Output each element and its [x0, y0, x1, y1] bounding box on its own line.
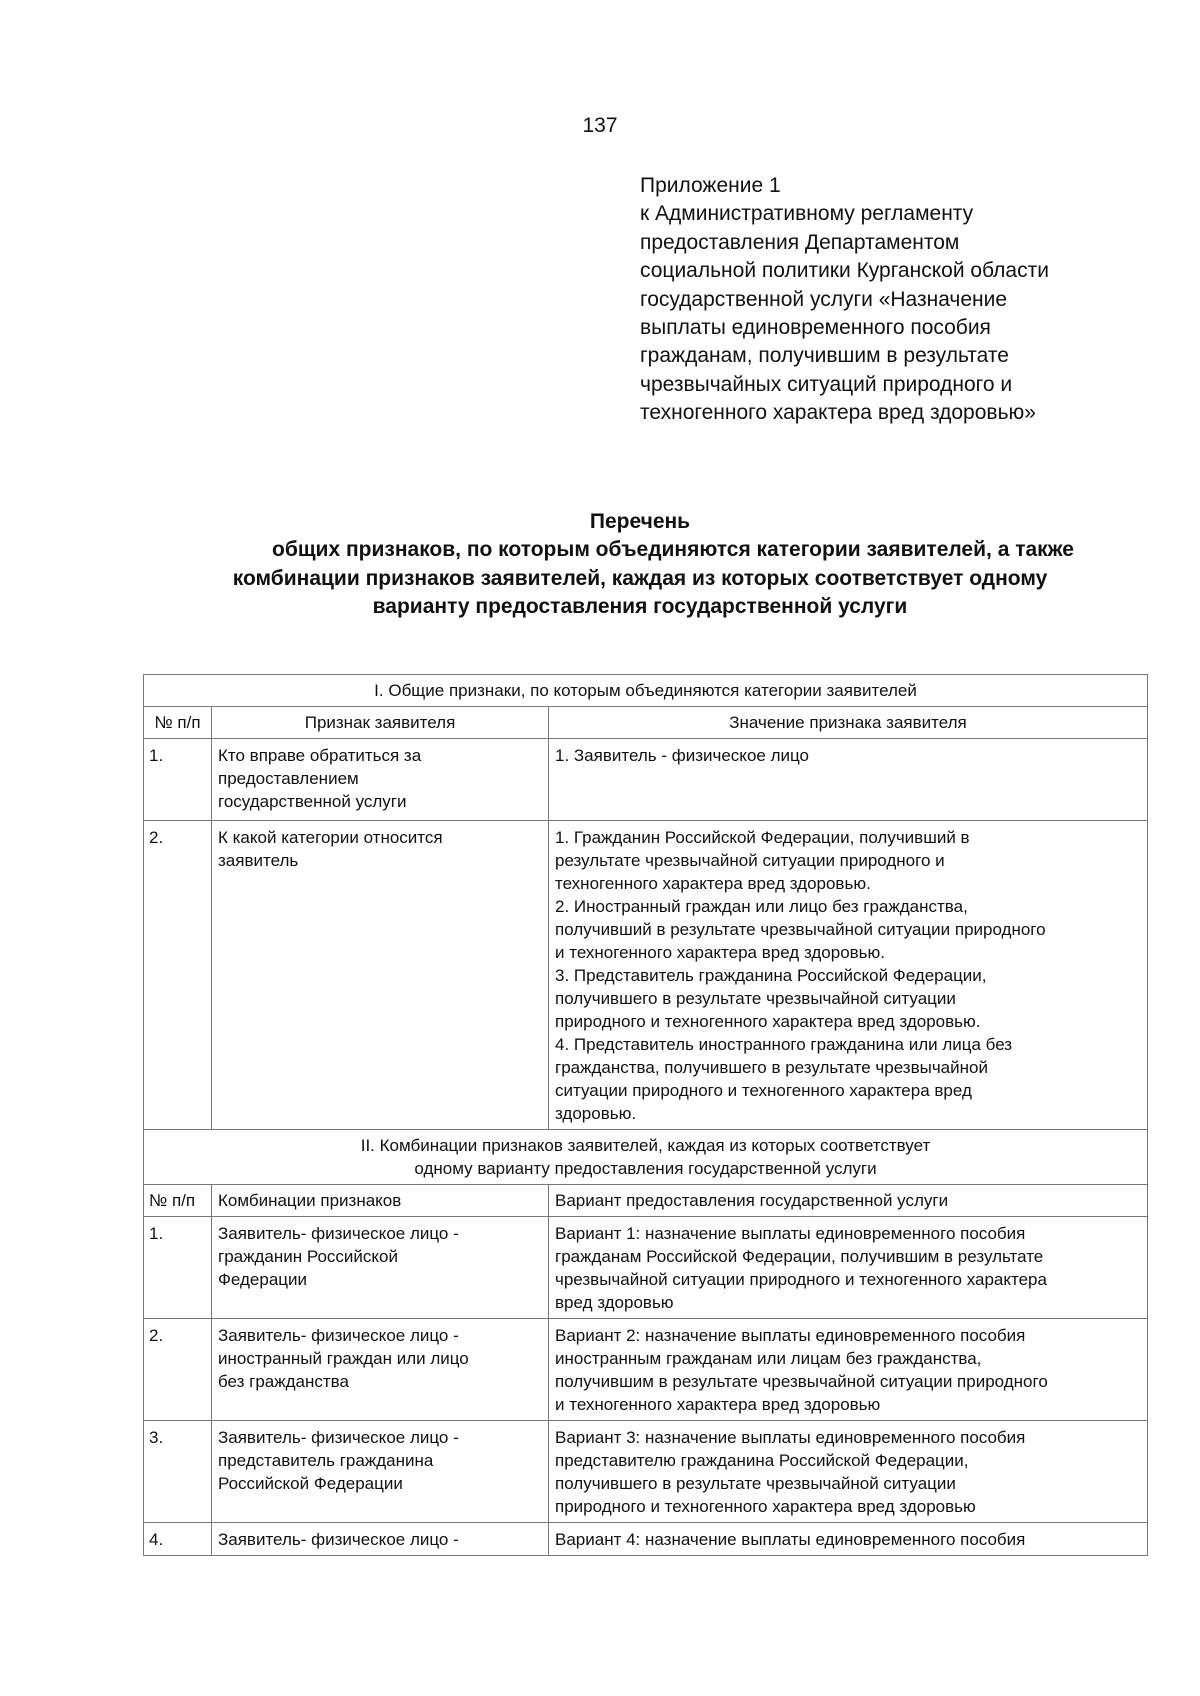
cell-line: Заявитель- физическое лицо - — [218, 1530, 459, 1549]
cell-line: Заявитель- физическое лицо - — [218, 1326, 459, 1345]
variant-cell — [549, 1523, 1148, 1556]
cell-line: природного и техногенного характера вред здоровью. — [555, 1012, 981, 1031]
col-header-sign: Признак заявителя — [212, 707, 549, 739]
cell-line: и техногенного характера вред здоровью. — [555, 943, 886, 962]
cell-line: 1. Гражданин Российской Федерации, получивший в — [555, 828, 970, 847]
combo-cell — [212, 1523, 549, 1556]
cell-line: Российской Федерации — [218, 1474, 403, 1493]
cell-line: получившего в результате чрезвычайной ситуации — [555, 1474, 956, 1493]
row-number: 1. — [144, 1217, 212, 1319]
cell-line: 3. Представитель гражданина Российской Федерации, — [555, 966, 987, 985]
cell-line: получившим в результате чрезвычайной ситуации природного — [555, 1372, 1048, 1391]
table-row — [144, 821, 1148, 1130]
cell-line: природного и техногенного характера вред здоровью — [555, 1497, 976, 1516]
cell-line: 4. Представитель иностранного гражданина или лица без — [555, 1035, 1013, 1054]
cell-line: Вариант 4: назначение выплаты единовременного пособия — [555, 1530, 1026, 1549]
cell-line: гражданам Российской Федерации, получившим в результате — [555, 1247, 1044, 1266]
document-title — [130, 508, 1150, 622]
combo-cell — [212, 1319, 549, 1421]
combo-cell — [212, 1421, 549, 1523]
appendix-block — [640, 172, 1160, 428]
cell-line: Заявитель- физическое лицо - — [218, 1224, 459, 1243]
cell-line: техногенного характера вред здоровью. — [555, 874, 871, 893]
cell-line: Вариант 3: назначение выплаты единовременного пособия — [555, 1428, 1026, 1447]
appendix-line: техногенного характера вред здоровью» — [640, 401, 1036, 425]
cell-line: Федерации — [218, 1270, 308, 1289]
cell-line: 1. Заявитель - физическое лицо — [555, 746, 809, 765]
sign-cell — [212, 821, 549, 1130]
row-number: 2. — [144, 821, 212, 1130]
cell-line: К какой категории относится — [218, 828, 443, 847]
value-cell — [549, 821, 1148, 1130]
cell-line: Вариант 1: назначение выплаты единовременного пособия — [555, 1224, 1026, 1243]
cell-line: государственной услуги — [218, 792, 407, 811]
cell-line: 2. Иностранный граждан или лицо без гражданства, — [555, 897, 968, 916]
appendix-line: гражданам, получившим в результате — [640, 344, 1009, 368]
combo-cell — [212, 1217, 549, 1319]
cell-line: чрезвычайной ситуации природного и техногенного характера — [555, 1270, 1047, 1289]
appendix-line: Приложение 1 — [640, 174, 781, 197]
appendix-line: выплаты единовременного пособия — [640, 316, 991, 340]
cell-line: Вариант 2: назначение выплаты единовременного пособия — [555, 1326, 1026, 1345]
title-line: общих признаков, по которым объединяются категории заявителей, а также — [272, 538, 1074, 562]
col-header-value: Значение признака заявителя — [549, 707, 1148, 739]
cell-line: Заявитель- физическое лицо - — [218, 1428, 459, 1447]
variant-cell — [549, 1421, 1148, 1523]
table-row — [144, 739, 1148, 821]
col-header-combo: Комбинации признаков — [212, 1185, 549, 1217]
cell-line: и техногенного характера вред здоровью — [555, 1395, 881, 1414]
column-header-row — [144, 1185, 1148, 1217]
table-row — [144, 1217, 1148, 1319]
cell-line: представитель гражданина — [218, 1451, 434, 1470]
variant-cell — [549, 1217, 1148, 1319]
cell-line: без гражданства — [218, 1372, 349, 1391]
table-row — [144, 1421, 1148, 1523]
cell-line: заявитель — [218, 851, 299, 870]
cell-line: гражданства, получившего в результате чрезвычайной — [555, 1058, 988, 1077]
page-number: 137 — [582, 114, 618, 137]
variant-cell — [549, 1319, 1148, 1421]
cell-line: предоставлением — [218, 769, 359, 788]
appendix-line: чрезвычайных ситуаций природного и — [640, 372, 1013, 396]
cell-line: получивший в результате чрезвычайной ситуации природного — [555, 920, 1046, 939]
sign-cell — [212, 739, 549, 821]
title-line: комбинации признаков заявителей, каждая из которых соответствует одному — [232, 566, 1048, 590]
section2-header — [144, 1130, 1148, 1185]
cell-line: гражданин Российской — [218, 1247, 398, 1266]
cell-line: ситуации природного и техногенного характера вред — [555, 1081, 972, 1100]
table-row — [144, 1319, 1148, 1421]
table-row — [144, 1523, 1148, 1556]
title-line: варианту предоставления государственной услуги — [372, 595, 908, 619]
section-header-row — [144, 675, 1148, 707]
col-header-variant: Вариант предоставления государственной услуги — [549, 1185, 1148, 1217]
appendix-line: к Административному регламенту — [640, 202, 974, 226]
cell-line: иностранным гражданам или лицам без гражданства, — [555, 1349, 982, 1368]
signs-table — [143, 674, 1148, 1556]
cell-line: результате чрезвычайной ситуации природного и — [555, 851, 945, 870]
row-number: 2. — [144, 1319, 212, 1421]
row-number: 4. — [144, 1523, 212, 1556]
title-line: Перечень — [589, 510, 691, 533]
cell-line: Кто вправе обратиться за — [218, 746, 422, 765]
section-header-row — [144, 1130, 1148, 1185]
cell-line: получившего в результате чрезвычайной ситуации — [555, 989, 956, 1008]
appendix-line: предоставления Департаментом — [640, 230, 960, 254]
section1-header: I. Общие признаки, по которым объединяются категории заявителей — [144, 675, 1148, 707]
section2-header-line: II. Комбинации признаков заявителей, каждая из которых соответствует — [360, 1136, 931, 1155]
appendix-line: государственной услуги «Назначение — [640, 287, 1008, 311]
section2-header-line: одному варианту предоставления государственной услуги — [414, 1159, 877, 1178]
row-number: 3. — [144, 1421, 212, 1523]
col-header-num: № п/п — [144, 707, 212, 739]
col-header-num: № п/п — [144, 1185, 212, 1217]
appendix-line: социальной политики Курганской области — [640, 259, 1049, 283]
column-header-row — [144, 707, 1148, 739]
cell-line: здоровью. — [555, 1104, 637, 1123]
cell-line: иностранный граждан или лицо — [218, 1349, 469, 1368]
row-number: 1. — [144, 739, 212, 821]
cell-line: вред здоровью — [555, 1293, 674, 1312]
cell-line: представителю гражданина Российской Федерации, — [555, 1451, 969, 1470]
value-cell — [549, 739, 1148, 821]
